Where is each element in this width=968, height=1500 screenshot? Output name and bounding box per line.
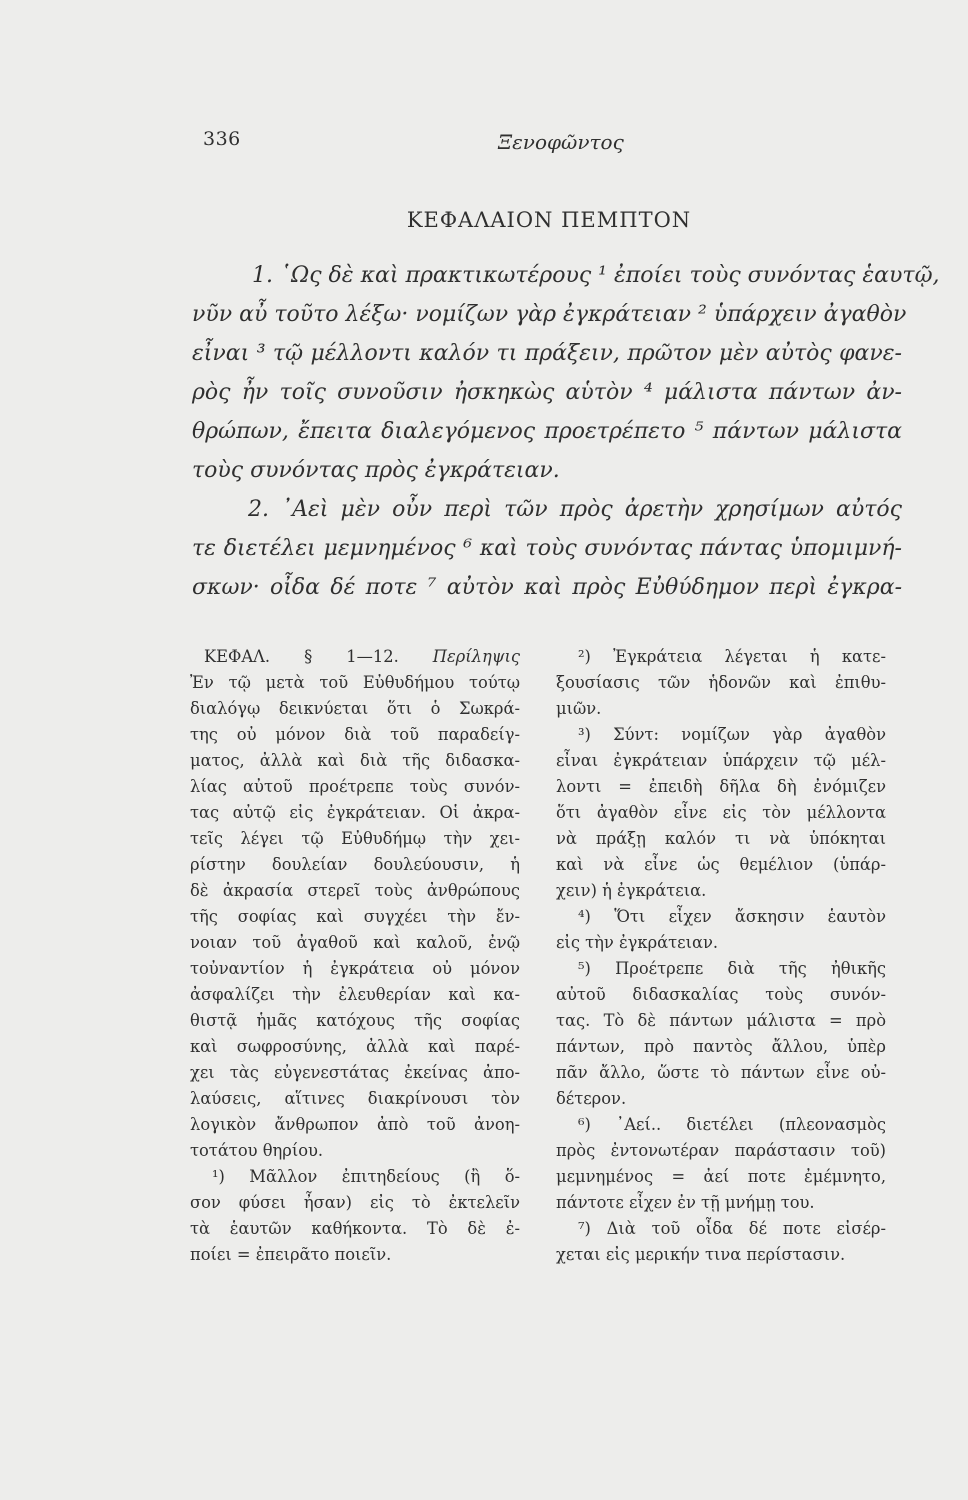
footnote-line: αὐτοῦ διδασκαλίας τοὺς συνόν- (556, 985, 886, 1004)
main-text-line: 1. ῾Ως δὲ καὶ πρακτικωτέρους ¹ ἐποίει τοὺς συνόντας ἑαυτῷ, (252, 263, 940, 288)
summary-heading (190, 644, 520, 670)
main-text-line: νῦν αὖ τοῦτο λέξω· νομίζων γὰρ ἐγκράτειαν ² ὑπάρχειν ἀγαθὸν (192, 302, 907, 327)
footnotes-left-column (190, 644, 520, 1268)
main-text-line: 2. ᾿Αεὶ μὲν οὖν περὶ τῶν πρὸς ἀρετὴν χρησίμων αὐτός (248, 497, 902, 522)
page-number: 336 (203, 128, 241, 150)
footnote-line: εἶναι ἐγκράτειαν ὑπάρχειν τῷ μέλ- (556, 751, 886, 770)
summary-line: δὲ ἀκρασία στερεῖ τοὺς ἀνθρώπους (190, 881, 520, 900)
footnote-line: χειν) ἡ ἐγκράτεια. (556, 881, 707, 900)
footnote-line: πᾶν ἄλλο, ὥστε τὸ πάντων εἶνε οὐ- (556, 1063, 886, 1082)
main-text-line: τε διετέλει μεμνημένος ⁶ καὶ τοὺς συνόντας πάντας ὑπομιμνή- (192, 536, 902, 561)
main-text-line: σκων· οἶδα δέ ποτε ⁷ αὐτὸν καὶ πρὸς Εὐθύδημον περὶ ἐγκρα- (192, 575, 902, 600)
running-head: Ξενοφῶντος (498, 130, 624, 154)
summary-line: διαλόγῳ δεικνύεται ὅτι ὁ Σωκρά- (190, 699, 520, 718)
footnote-line: νὰ πράξῃ καλόν τι νὰ ὑπόκηται (556, 829, 886, 848)
footnote-line: μιῶν. (556, 699, 602, 718)
footnote-line: εἰς τὴν ἐγκράτειαν. (556, 933, 719, 952)
footnote-line: δέτερον. (556, 1089, 627, 1108)
footnote-line: ⁵) Προέτρεπε διὰ τῆς ἠθικῆς (578, 959, 886, 978)
summary-heading-label: ΚΕΦΑΛ. § 1—12. (204, 647, 399, 666)
summary-line: Ἐν τῷ μετὰ τοῦ Εὐθυδήμου τούτῳ (190, 673, 520, 692)
footnote-line: πάντων, πρὸ παντὸς ἄλλου, ὑπὲρ (556, 1037, 886, 1056)
chapter-title: ΚΕΦΑΛΑΙΟΝ ΠΕΜΠΤΟΝ (406, 208, 692, 232)
main-text (192, 256, 940, 607)
main-text-line: θρώπων, ἔπειτα διαλεγόμενος προετρέπετο ⁵ πάντων μάλιστα (192, 419, 902, 444)
summary-line: τῆς σοφίας καὶ συγχέει τὴν ἔν- (190, 907, 520, 926)
footnote-line: λοντι = ἐπειδὴ δῆλα δὴ ἐνόμιζεν (556, 777, 886, 796)
footnote-line: ποίει = ἐπειρᾶτο ποιεῖν. (190, 1245, 392, 1264)
main-text-line: εἶναι ³ τῷ μέλλοντι καλόν τι πράξειν, πρῶτον μὲν αὐτὸς φανε- (192, 341, 902, 366)
summary-line: τοτάτου θηρίου. (190, 1141, 324, 1160)
footnote-line: ⁷) Διὰ τοῦ οἶδα δέ ποτε εἰσέρ- (578, 1219, 886, 1238)
summary-line: καὶ σωφροσύνης, ἀλλὰ καὶ παρέ- (190, 1037, 520, 1056)
summary-line: θιστᾷ ἡμᾶς κατόχους τῆς σοφίας (190, 1011, 520, 1030)
footnote-line: πρὸς ἐντονωτέραν παράστασιν τοῦ) (556, 1141, 886, 1160)
footnote-line: σον φύσει ἦσαν) εἰς τὸ ἐκτελεῖν (190, 1193, 520, 1212)
footnote-line: τας. Τὸ δὲ πάντων μάλιστα = πρὸ (556, 1011, 886, 1030)
summary-line: τεῖς λέγει τῷ Εὐθυδήμῳ τὴν χει- (190, 829, 520, 848)
footnote-line: ⁴) Ὅτι εἶχεν ἄσκησιν ἑαυτὸν (578, 907, 886, 926)
summary-heading-italic: Περίληψις (432, 647, 520, 666)
summary-line: χει τὰς εὐγενεστάτας ἐκείνας ἀπο- (190, 1063, 520, 1082)
summary-line: τας αὐτῷ εἰς ἐγκράτειαν. Οἱ ἀκρα- (190, 803, 520, 822)
footnote-line: ⁶) ᾿Αεί.. διετέλει (πλεονασμὸς (578, 1115, 886, 1134)
main-text-line: ρὸς ἦν τοῖς συνοῦσιν ἠσκηκὼς αὑτὸν ⁴ μάλιστα πάντων ἀν- (192, 380, 902, 405)
footnote-line: τὰ ἑαυτῶν καθήκοντα. Τὸ δὲ ἐ- (190, 1219, 520, 1238)
footnote-line: ὅτι ἀγαθὸν εἶνε εἰς τὸν μέλλοντα (556, 803, 886, 822)
footnote-line: χεται εἰς μερικήν τινα περίστασιν. (556, 1245, 846, 1264)
footnote-line: πάντοτε εἶχεν ἐν τῇ μνήμῃ του. (556, 1193, 815, 1212)
footnote-line: ¹) Μᾶλλον ἐπιτηδείους (ἢ ὅ- (212, 1167, 520, 1186)
summary-line: λαύσεις, αἵτινες διακρίνουσι τὸν (190, 1089, 520, 1108)
summary-line: λίας αὐτοῦ προέτρεπε τοὺς συνόν- (190, 777, 520, 796)
summary-line: τοὐναντίον ἡ ἐγκράτεια οὐ μόνον (190, 959, 520, 978)
summary-line: νοιαν τοῦ ἀγαθοῦ καὶ καλοῦ, ἐνῷ (190, 933, 520, 952)
main-text-line: τοὺς συνόντας πρὸς ἐγκράτειαν. (192, 458, 560, 483)
footnote-line: ²) Ἐγκράτεια λέγεται ἡ κατε- (578, 647, 886, 666)
footnote-line: ξουσίασις τῶν ἡδονῶν καὶ ἐπιθυ- (556, 673, 886, 692)
footnote-line: ³) Σύντ: νομίζων γὰρ ἀγαθὸν (578, 725, 886, 744)
summary-line: ἀσφαλίζει τὴν ἐλευθερίαν καὶ κα- (190, 985, 520, 1004)
footnote-line: μεμνημένος = ἀεί ποτε ἐμέμνητο, (556, 1167, 886, 1186)
summary-line: της οὐ μόνον διὰ τοῦ παραδείγ- (190, 725, 520, 744)
summary-line: λογικὸν ἄνθρωπον ἀπὸ τοῦ ἀνοη- (190, 1115, 520, 1134)
summary-line: ρίστην δουλείαν δουλεύουσιν, ἡ (190, 855, 520, 874)
summary-line: ματος, ἀλλὰ καὶ διὰ τῆς διδασκα- (190, 751, 520, 770)
footnote-line: καὶ νὰ εἶνε ὡς θεμέλιον (ὑπάρ- (556, 855, 886, 874)
footnotes-right-column (556, 644, 886, 1268)
